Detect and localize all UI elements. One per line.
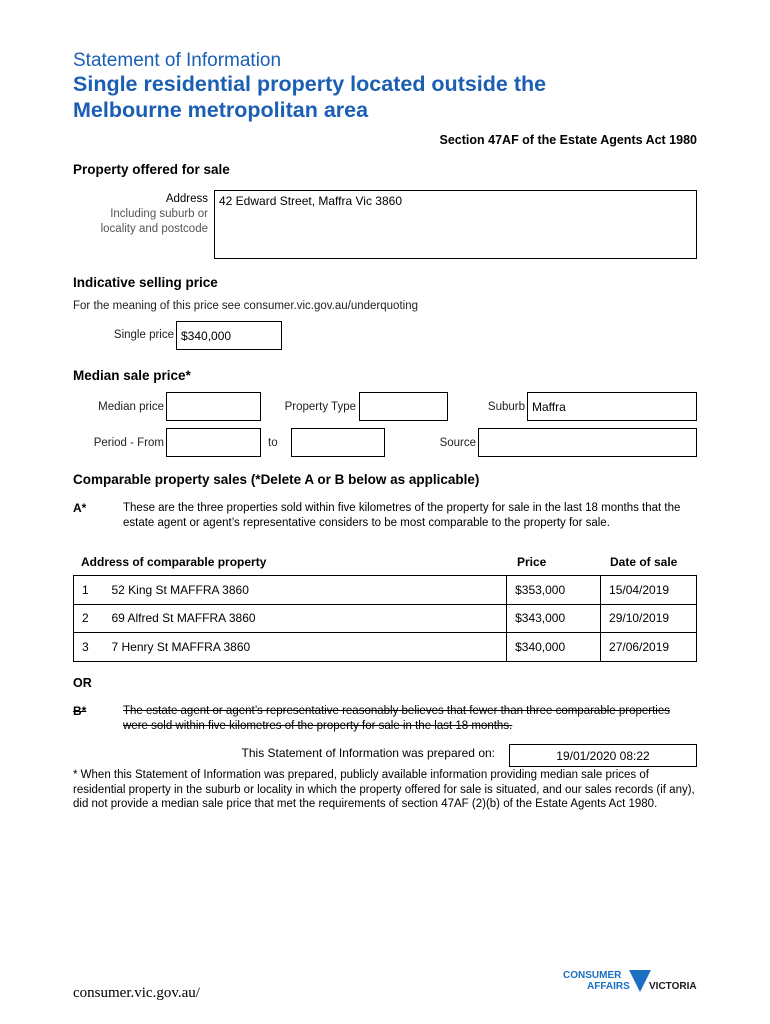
table-row bbox=[74, 576, 697, 605]
address-sublabel-2: locality and postcode bbox=[100, 223, 208, 235]
row-date[interactable]: 29/10/2019 bbox=[601, 604, 697, 633]
table-row bbox=[74, 604, 697, 633]
period-to-label: to bbox=[268, 437, 278, 449]
comparable-heading: Comparable property sales (*Delete A or B below as applicable) bbox=[73, 472, 480, 487]
median-heading: Median sale price* bbox=[73, 368, 191, 383]
row-address[interactable]: 7 Henry St MAFFRA 3860 bbox=[103, 633, 506, 662]
col-price-header: Price bbox=[517, 555, 547, 569]
address-label-group bbox=[101, 192, 208, 237]
table-row bbox=[74, 633, 697, 662]
property-type-field[interactable] bbox=[359, 392, 448, 421]
row-date[interactable]: 27/06/2019 bbox=[601, 633, 697, 662]
median-price-field[interactable] bbox=[166, 392, 261, 421]
row-price[interactable]: $343,000 bbox=[507, 604, 601, 633]
option-a-text: These are the three properties sold within five kilometres of the property for sale in the last 18 months that the estate agent or agent’s representative considers to be most comparable to the property for sale. bbox=[123, 502, 681, 529]
single-price-label: Single price bbox=[113, 329, 174, 341]
col-date-header: Date of sale bbox=[610, 555, 678, 569]
col-address-header: Address of comparable property bbox=[81, 555, 267, 569]
address-label: Address bbox=[165, 193, 208, 205]
row-number: 2 bbox=[74, 604, 104, 633]
or-separator: OR bbox=[73, 676, 92, 690]
property-type-label: Property Type bbox=[284, 401, 356, 413]
period-from-label: Period - From bbox=[93, 437, 164, 449]
property-heading: Property offered for sale bbox=[73, 162, 230, 177]
title-line-1: Single residential property located outside the bbox=[73, 72, 547, 96]
suburb-label: Suburb bbox=[487, 401, 525, 413]
source-field[interactable] bbox=[478, 428, 697, 457]
logo-v-icon bbox=[629, 970, 651, 994]
address-field[interactable]: 42 Edward Street, Maffra Vic 3860 bbox=[214, 190, 697, 259]
row-price[interactable]: $353,000 bbox=[507, 576, 601, 605]
act-reference: Section 47AF of the Estate Agents Act 1980 bbox=[439, 133, 697, 147]
logo-line-2: AFFAIRS bbox=[587, 981, 630, 992]
consumer-affairs-logo bbox=[563, 970, 703, 1000]
title-line-2: Melbourne metropolitan area bbox=[73, 98, 369, 122]
prepared-on-field[interactable]: 19/01/2020 08:22 bbox=[509, 744, 697, 767]
option-b-text: The estate agent or agent’s representative reasonably believes that fewer than three comparable properties were sold within five kilometres of the property for sale in the last 18 months. bbox=[123, 705, 671, 732]
indicative-note: For the meaning of this price see consumer.vic.gov.au/underquoting bbox=[73, 300, 418, 312]
median-price-label: Median price bbox=[98, 401, 164, 413]
option-a-marker: A* bbox=[73, 501, 87, 515]
row-number: 3 bbox=[74, 633, 104, 662]
comparable-table bbox=[73, 575, 697, 662]
row-price[interactable]: $340,000 bbox=[507, 633, 601, 662]
period-to-field[interactable] bbox=[291, 428, 385, 457]
footer-url[interactable]: consumer.vic.gov.au/ bbox=[73, 985, 200, 1001]
prepared-on-label: This Statement of Information was prepared on: bbox=[241, 746, 495, 760]
footnote: * When this Statement of Information was prepared, publicly available information providing median sale prices of residential property in the suburb or locality in which the property offered for sale is situated, and our sales records (if any), did not provide a median sale price that met the requirements of section 47AF (2)(b) of the Estate Agents Act 1980. bbox=[73, 769, 695, 810]
source-label: Source bbox=[439, 437, 476, 449]
row-number: 1 bbox=[74, 576, 104, 605]
indicative-heading: Indicative selling price bbox=[73, 275, 218, 290]
option-b-marker: B* bbox=[73, 704, 87, 718]
single-price-field[interactable]: $340,000 bbox=[176, 321, 282, 350]
document-title bbox=[73, 71, 546, 123]
logo-line-3: VICTORIA bbox=[649, 981, 697, 992]
period-from-field[interactable] bbox=[166, 428, 261, 457]
row-address[interactable]: 52 King St MAFFRA 3860 bbox=[103, 576, 506, 605]
address-sublabel-1: Including suburb or bbox=[110, 208, 208, 220]
logo-line-1: CONSUMER bbox=[563, 970, 622, 981]
suburb-field[interactable]: Maffra bbox=[527, 392, 697, 421]
row-date[interactable]: 15/04/2019 bbox=[601, 576, 697, 605]
document-kicker: Statement of Information bbox=[73, 50, 282, 71]
row-address[interactable]: 69 Alfred St MAFFRA 3860 bbox=[103, 604, 506, 633]
